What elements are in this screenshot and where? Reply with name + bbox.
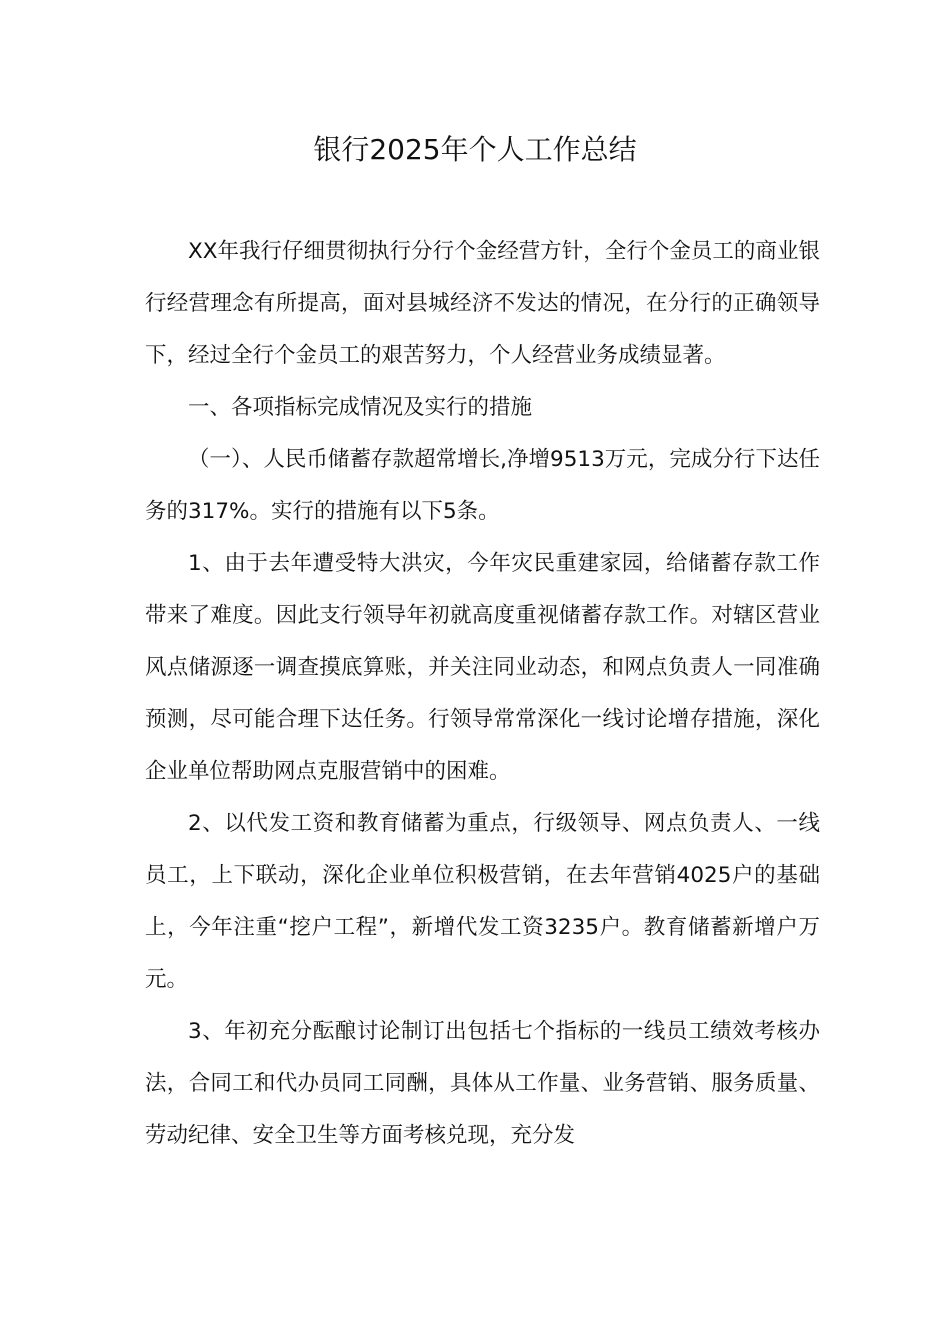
section-heading-1: 一、各项指标完成情况及实行的措施 [188, 395, 533, 420]
paragraph-item-2: 2、以代发工资和教育储蓄为重点，行级领导、网点负责人、一线员工，上下联动，深化企业单位积极营销，在去年营销4025户的基础上，今年注重“挖户工程”，新增代发工资3235户。教育储蓄新增户万元。 [145, 811, 820, 992]
paragraph-intro: XX年我行仔细贯彻执行分行个金经营方针，全行个金员工的商业银行经营理念有所提高，面对县城经济不发达的情况，在分行的正确领导下，经过全行个金员工的艰苦努力，个人经营业务成绩显著。 [145, 239, 820, 368]
paragraph-item-3: 3、年初充分酝酿讨论制订出包括七个指标的一线员工绩效考核办法，合同工和代办员同工同酬，具体从工作量、业务营销、服务质量、劳动纪律、安全卫生等方面考核兑现，充分发 [145, 1019, 820, 1148]
paragraph-item-1: 1、由于去年遭受特大洪灾，今年灾民重建家园，给储蓄存款工作带来了难度。因此支行领导年初就高度重视储蓄存款工作。对辖区营业风点储源逐一调查摸底算账，并关注同业动态，和网点负责人一同准确预测，尽可能合理下达任务。行领导常常深化一线讨论增存措施，深化企业单位帮助网点克服营销中的困难。 [145, 551, 820, 784]
document-body [145, 226, 820, 1162]
paragraph-subsection-1: （一）、人民币储蓄存款超常增长,净增9513万元，完成分行下达任务的317%。实行的措施有以下5条。 [145, 447, 820, 524]
document-title: 银行2025年个人工作总结 [313, 133, 637, 166]
